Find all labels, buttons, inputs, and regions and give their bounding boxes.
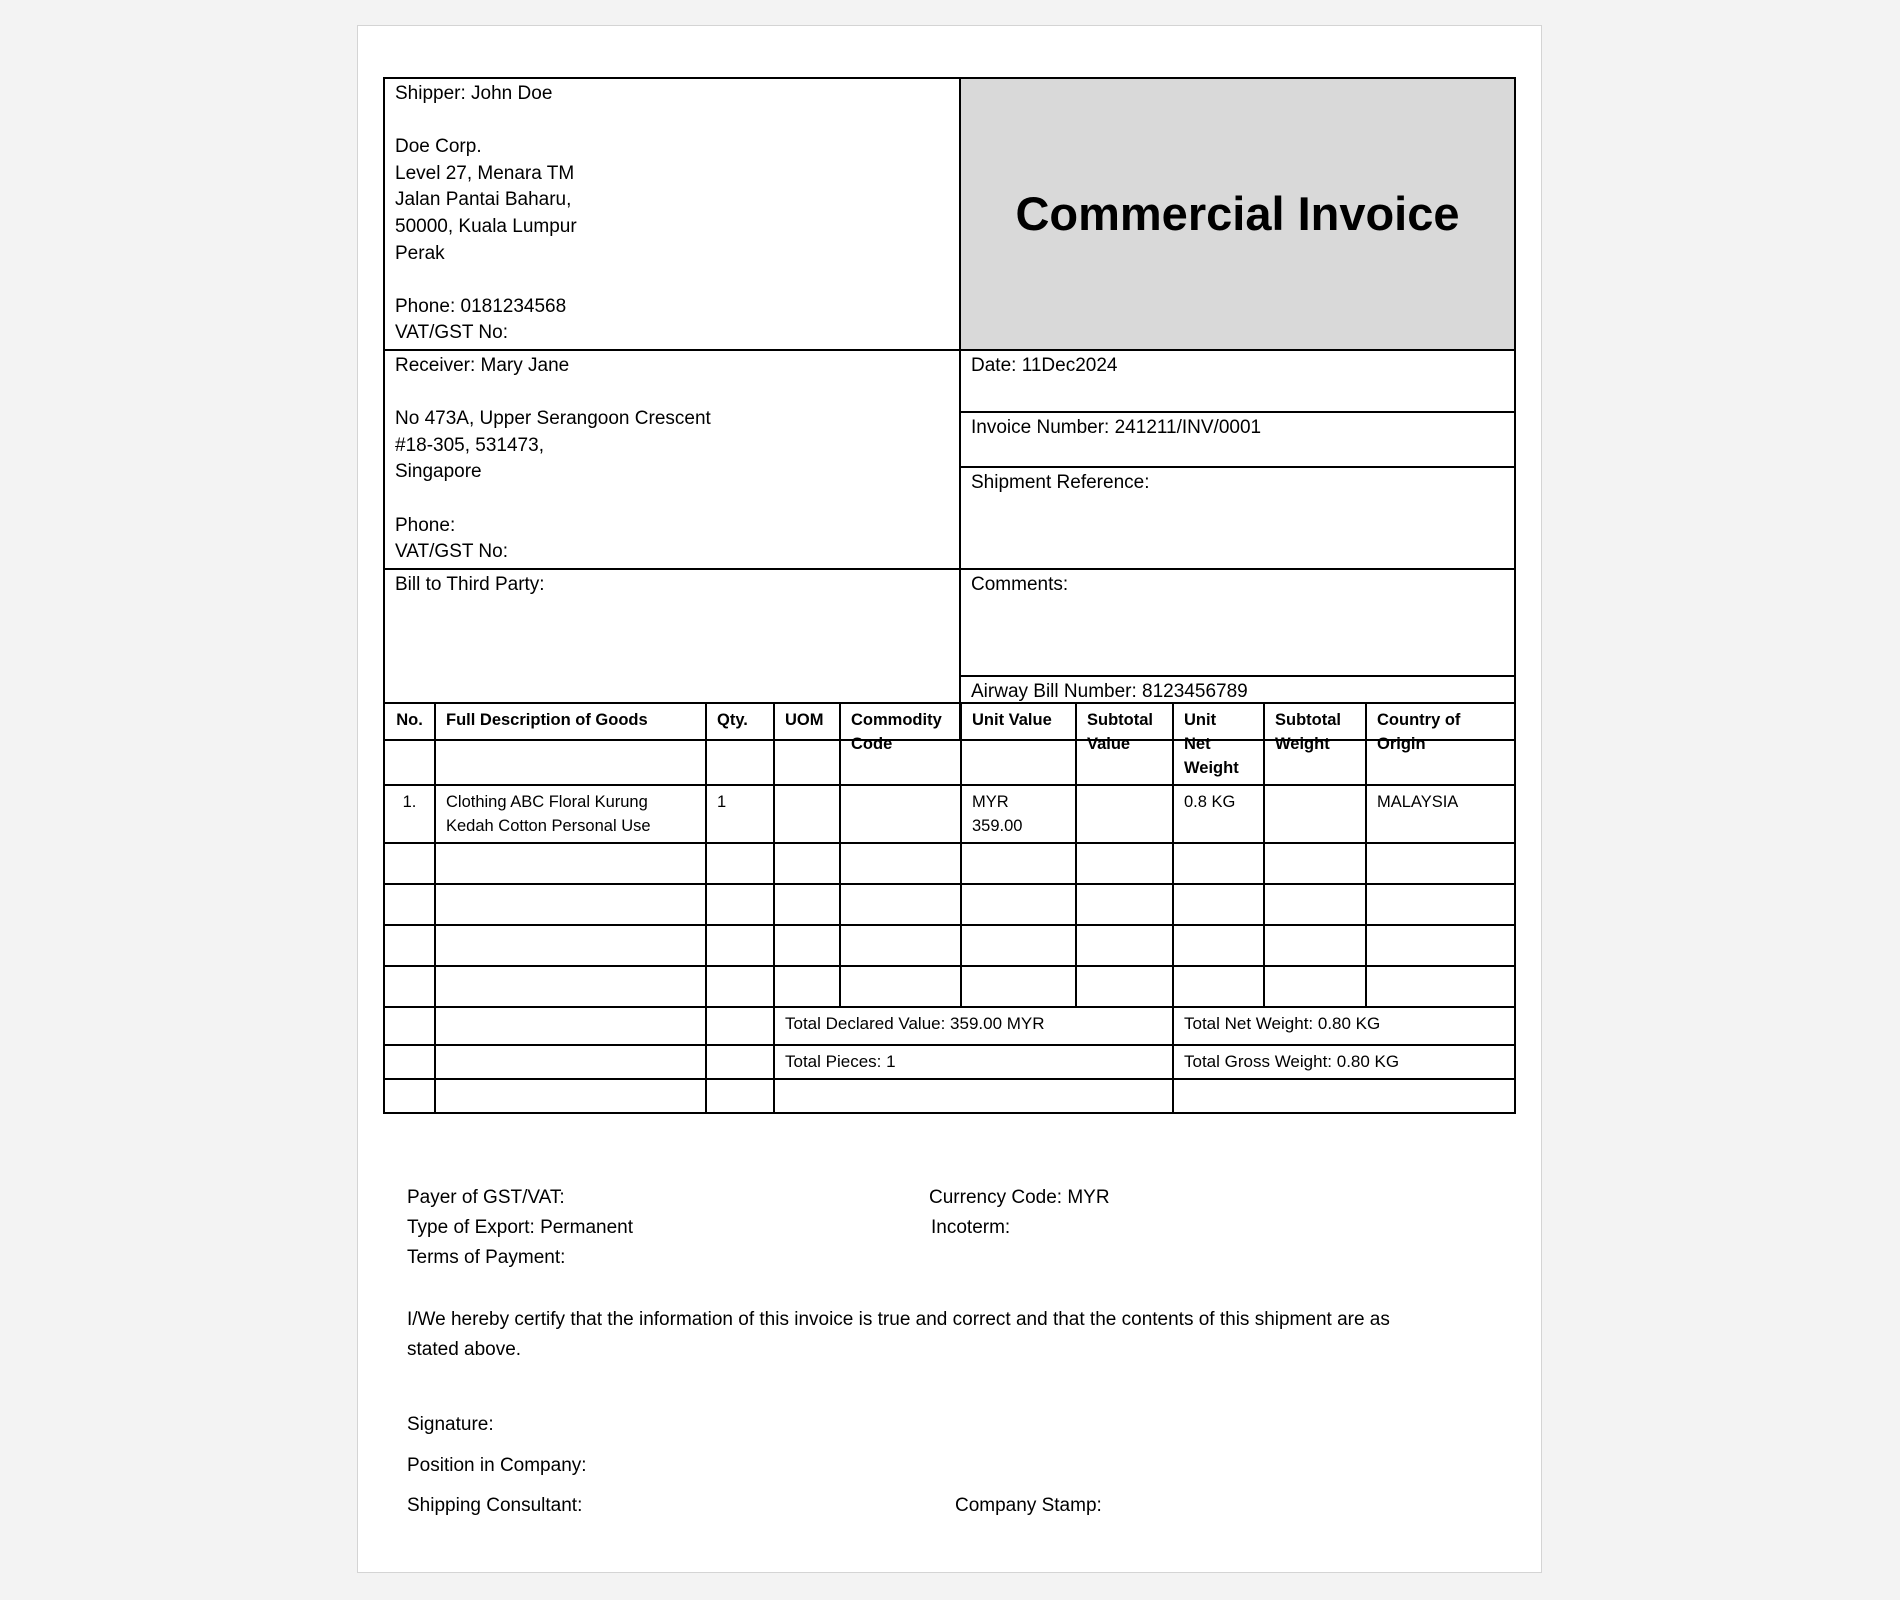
row-no: 1. bbox=[384, 785, 435, 843]
signature-label: Signature: bbox=[407, 1414, 494, 1435]
shipper-state: Perak bbox=[395, 242, 445, 264]
type-of-export: Type of Export: Permanent bbox=[407, 1217, 634, 1238]
certification-statement: I/We hereby certify that the information of this invoice is true and correct and that the contents of this shipment are as stated above. bbox=[407, 1309, 1390, 1360]
row-unit-net-weight: 0.8 KG bbox=[1173, 785, 1264, 843]
shipping-consultant: Shipping Consultant: bbox=[407, 1495, 583, 1516]
invoice-date: Date: 11Dec2024 bbox=[960, 350, 1515, 412]
totals-row bbox=[384, 1007, 1515, 1045]
col-header-unit-value: Unit Value bbox=[961, 703, 1076, 785]
receiver-address-line: No 473A, Upper Serangoon Crescent bbox=[395, 408, 711, 430]
shipper-name: Shipper: John Doe bbox=[395, 83, 553, 104]
shipper-vat: VAT/GST No: bbox=[395, 322, 508, 344]
table-row-empty bbox=[384, 843, 1515, 884]
col-header-commodity: Commodity Code bbox=[840, 703, 961, 785]
receiver-country: Singapore bbox=[395, 461, 482, 483]
position-in-company: Position in Company: bbox=[407, 1455, 587, 1476]
col-header-subtotal-weight: Subtotal Weight bbox=[1264, 703, 1366, 785]
totals-row-empty bbox=[384, 1079, 1515, 1113]
shipper-block bbox=[384, 78, 960, 350]
incoterm: Incoterm: bbox=[931, 1217, 1011, 1238]
shipper-address-line: Level 27, Menara TM bbox=[395, 162, 575, 184]
bill-to-third-party: Bill to Third Party: bbox=[384, 569, 960, 740]
col-header-country: Country of Origin bbox=[1366, 703, 1515, 785]
shipper-company: Doe Corp. bbox=[395, 136, 482, 158]
shipment-reference: Shipment Reference: bbox=[960, 467, 1515, 569]
invoice-page bbox=[357, 25, 1542, 1573]
receiver-vat: VAT/GST No: bbox=[395, 541, 508, 563]
row-qty: 1 bbox=[706, 785, 774, 843]
table-row bbox=[384, 785, 1515, 843]
col-header-qty: Qty. bbox=[706, 703, 774, 785]
row-subtotal-weight bbox=[1264, 785, 1366, 843]
total-declared-value: Total Declared Value: 359.00 MYR bbox=[774, 1007, 1173, 1045]
table-row-empty bbox=[384, 966, 1515, 1007]
col-header-subtotal-value: Subtotal Value bbox=[1076, 703, 1173, 785]
col-header-description: Full Description of Goods bbox=[435, 703, 706, 785]
row-subtotal-value bbox=[1076, 785, 1173, 843]
receiver-block bbox=[384, 350, 960, 569]
shipper-address-line: 50000, Kuala Lumpur bbox=[395, 215, 577, 237]
shipper-phone: Phone: 0181234568 bbox=[395, 295, 567, 317]
receiver-address-line: #18-305, 531473, bbox=[395, 434, 544, 456]
shipper-address-line: Jalan Pantai Baharu, bbox=[395, 189, 572, 211]
row-commodity bbox=[840, 785, 961, 843]
row-description: Clothing ABC Floral Kurung Kedah Cotton Personal Use bbox=[435, 785, 706, 843]
payer-of-gst: Payer of GST/VAT: bbox=[407, 1187, 565, 1208]
col-header-uom: UOM bbox=[774, 703, 840, 785]
col-header-no: No. bbox=[384, 703, 435, 785]
table-row-empty bbox=[384, 925, 1515, 966]
company-stamp: Company Stamp: bbox=[955, 1495, 1102, 1516]
goods-table-header bbox=[384, 703, 1515, 785]
receiver-phone: Phone: bbox=[395, 514, 456, 536]
terms-of-payment: Terms of Payment: bbox=[407, 1247, 566, 1268]
col-header-unit-net-weight: Unit Net Weight bbox=[1173, 703, 1264, 785]
invoice-number: Invoice Number: 241211/INV/0001 bbox=[960, 412, 1515, 467]
comments: Comments: bbox=[960, 569, 1515, 676]
airway-bill-number: Airway Bill Number: 8123456789 bbox=[960, 676, 1515, 740]
goods-table bbox=[383, 702, 1516, 1114]
row-uom bbox=[774, 785, 840, 843]
total-pieces: Total Pieces: 1 bbox=[774, 1045, 1173, 1079]
total-gross-weight: Total Gross Weight: 0.80 KG bbox=[1173, 1045, 1515, 1079]
invoice-header-table bbox=[383, 77, 1516, 741]
receiver-name: Receiver: Mary Jane bbox=[395, 354, 570, 376]
total-net-weight: Total Net Weight: 0.80 KG bbox=[1173, 1007, 1515, 1045]
currency-code: Currency Code: MYR bbox=[929, 1187, 1110, 1208]
totals-row bbox=[384, 1045, 1515, 1079]
row-unit-value: MYR 359.00 bbox=[961, 785, 1076, 843]
invoice-title: Commercial Invoice bbox=[960, 78, 1515, 350]
row-country: MALAYSIA bbox=[1366, 785, 1515, 843]
table-row-empty bbox=[384, 884, 1515, 925]
